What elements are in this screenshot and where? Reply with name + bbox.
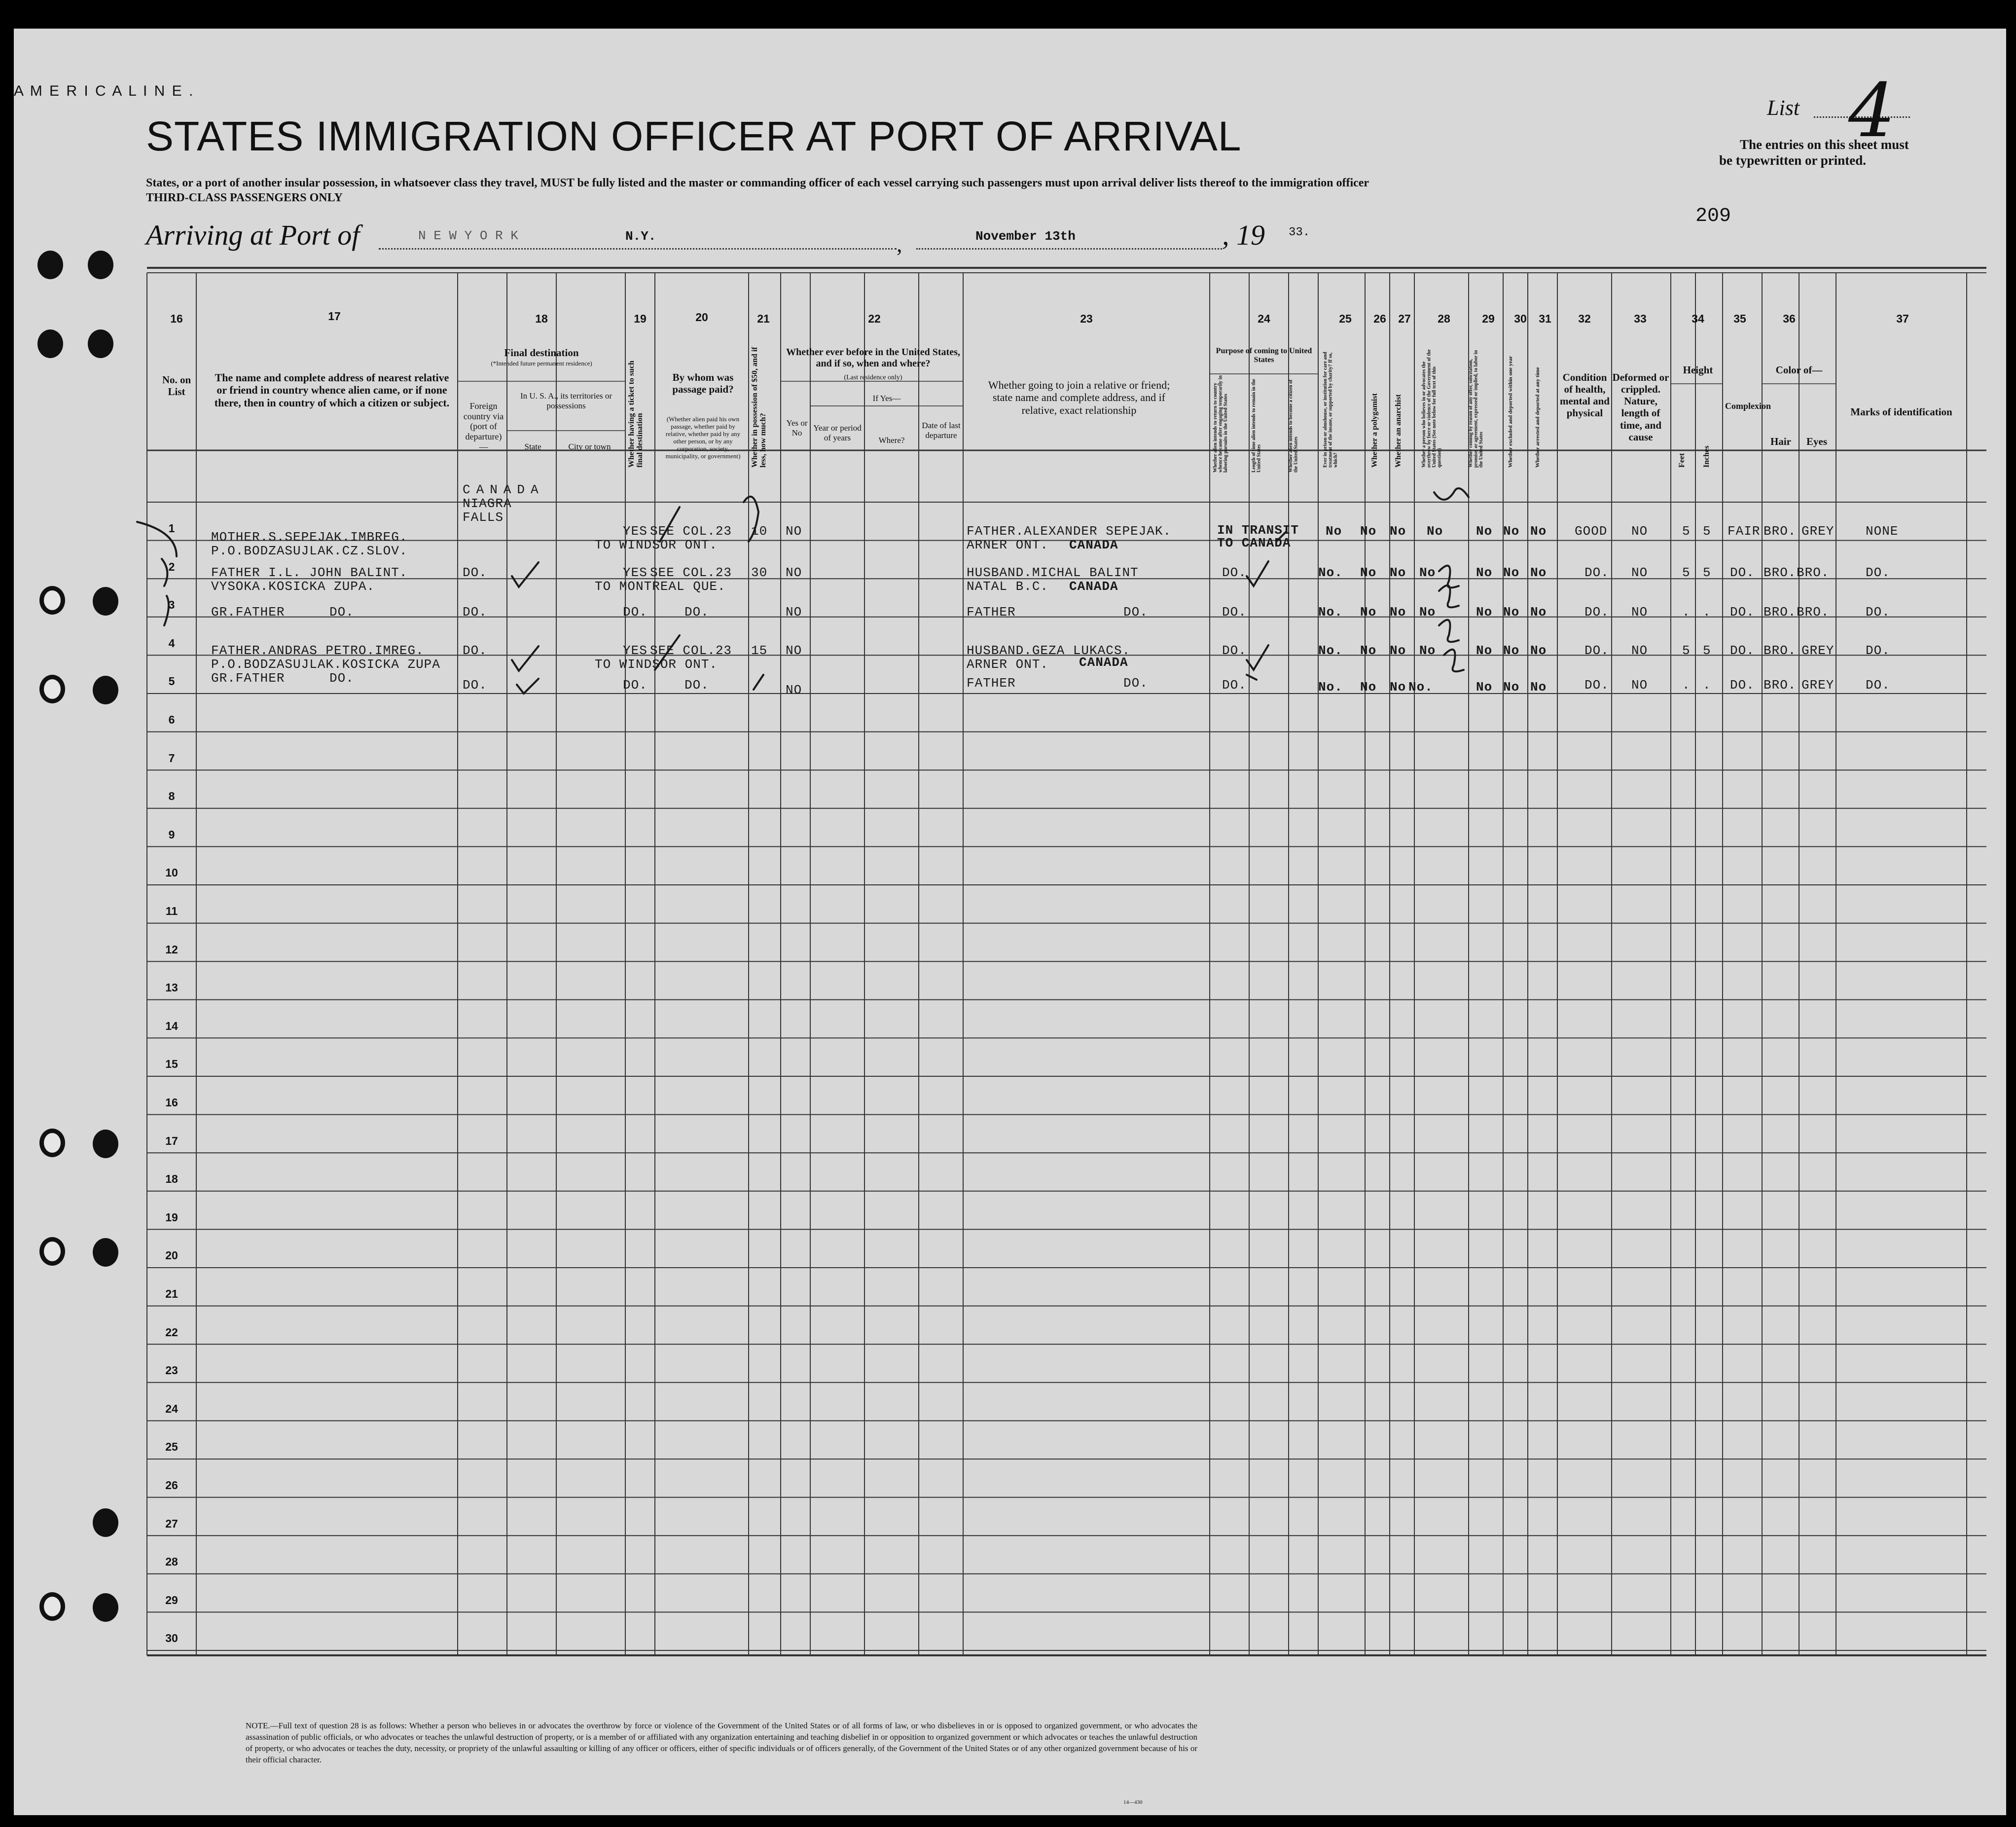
q26: No [1360, 524, 1377, 539]
join-relative-2: ARNER ONT. [967, 538, 1049, 552]
list-label: List [1767, 96, 1800, 120]
row-number: 22 [165, 1325, 178, 1339]
complexion: DO. [1730, 605, 1755, 620]
row-number: 28 [165, 1555, 178, 1569]
deformed: NO [1631, 678, 1648, 693]
relative-line-1: FATHER.ANDRAS PETRO.IMREG. [211, 643, 424, 658]
row-number: 21 [165, 1287, 178, 1300]
purpose-2: TO CANADA [1217, 536, 1291, 550]
entries-note-2: be typewritten or printed. [1719, 153, 1866, 168]
header-eyes: Eyes [1806, 436, 1827, 447]
column-number: 28 [1438, 312, 1450, 325]
q30: No [1503, 565, 1520, 580]
purpose-1: DO. [1222, 643, 1247, 658]
join-relative-2: DO. [1123, 676, 1148, 691]
header-in-usa: In U. S. A., its territories or possessions [520, 391, 612, 410]
inches: 5 [1703, 565, 1711, 580]
join-country: CANADA [1079, 655, 1128, 670]
ticket: YES [623, 524, 648, 539]
header-date-last-departure: Date of last departure [922, 421, 961, 440]
column-number: 20 [695, 311, 708, 324]
port-state: N.Y. [625, 229, 656, 244]
q25: No [1326, 524, 1342, 539]
q29: No [1476, 524, 1493, 539]
passage-paid-by: SEE COL.23 [650, 565, 732, 580]
feet: 5 [1682, 565, 1691, 580]
marks: NONE [1866, 524, 1899, 539]
marks: DO. [1866, 605, 1890, 620]
header-anarchist: Whether an anarchist [1394, 394, 1403, 468]
row-number: 13 [165, 981, 178, 994]
column-number: 21 [757, 312, 770, 325]
row-number: 18 [165, 1172, 178, 1186]
page-title: STATES IMMIGRATION OFFICER AT PORT OF ARRIVAL [146, 113, 1242, 159]
money: 10 [751, 524, 768, 539]
q25: No. [1318, 605, 1343, 620]
q26: No [1360, 643, 1377, 658]
q27: No [1390, 605, 1406, 620]
row-number: 15 [165, 1058, 178, 1071]
foreign-country: DO. [463, 565, 487, 580]
join-country: CANADA [1069, 538, 1118, 552]
feet: 5 [1682, 524, 1691, 539]
money: 30 [751, 565, 768, 580]
eyes: BRO. [1797, 565, 1830, 580]
header-no-on-list: No. on List [162, 374, 191, 398]
money: 15 [751, 643, 768, 658]
join-relative-1: FATHER [967, 605, 1016, 620]
row-number: 5 [168, 675, 175, 688]
header-state: State [524, 442, 541, 451]
q29: No [1476, 643, 1493, 658]
header-join-relative: Whether going to join a relative or friend; state name and complete address, and if relative, exact relationship [988, 379, 1170, 416]
q27: No [1390, 643, 1406, 658]
row-number: 27 [165, 1517, 178, 1530]
q27: No [1390, 524, 1406, 539]
feet: . [1682, 678, 1691, 693]
row-number: 3 [168, 598, 175, 612]
header-city-or-town: City or town [568, 442, 611, 451]
column-number: 33 [1634, 312, 1647, 325]
row-number: 2 [168, 560, 175, 573]
deformed: NO [1631, 524, 1648, 539]
row-number: 17 [165, 1134, 178, 1147]
q30: No [1503, 605, 1520, 620]
join-relative-1: HUSBAND.MICHAL BALINT [967, 565, 1139, 580]
header-inches: Inches [1702, 445, 1711, 468]
ticket: YES [623, 565, 648, 580]
header-q31: Whether arrested and deported at any time [1535, 367, 1541, 468]
q25: No. [1318, 643, 1343, 658]
header-final-destination: Final destination [504, 347, 579, 359]
entries-note-1: The entries on this sheet must [1740, 137, 1909, 152]
complexion: DO. [1730, 678, 1755, 693]
foreign-country: DO. [463, 643, 487, 658]
header-ticket: Whether having a ticket to such final destination [627, 360, 644, 468]
header-height: Height [1683, 364, 1713, 376]
manifest-sheet [14, 29, 2006, 1815]
column-number: 32 [1578, 312, 1591, 325]
row-number: 7 [168, 751, 175, 765]
purpose-1: IN TRANSIT [1217, 523, 1299, 538]
column-number: 16 [170, 312, 183, 325]
ticket: YES [623, 643, 648, 658]
header-possession-50: Whether in possession of $50, and if less, how much? [751, 347, 767, 468]
q27: No [1390, 680, 1406, 694]
q28: No [1419, 605, 1436, 620]
relative-line-1: MOTHER.S.SEPEJAK.IMBREG. [211, 530, 408, 545]
purpose-1: DO. [1222, 565, 1247, 580]
header-by-whom-note: (Whether alien paid his own passage, whether paid by relative, whether paid by any other person, or by any corporation, society, municipality, or government) [665, 415, 741, 460]
q28: No [1419, 565, 1436, 580]
row-number: 20 [165, 1249, 178, 1262]
header-nearest-relative: The name and complete address of nearest relative or friend in country whence alien came, or if none there, then in country of which a citizen or subject. [214, 371, 450, 409]
join-country: CANADA [1069, 579, 1118, 594]
instructions-text: States, or a port of another insular possession, in whatsoever class they travel, MUST be fully listed and the master or commanding officer of each vessel carrying such passengers must upon arrival deliver lists thereof to the immigration officer [146, 177, 1369, 189]
q30: No [1503, 524, 1520, 539]
row-number: 19 [165, 1210, 178, 1224]
condition: DO. [1584, 643, 1609, 658]
complexion: FAIR [1728, 524, 1761, 539]
q29: No [1476, 565, 1493, 580]
column-number: 26 [1373, 312, 1386, 325]
condition: DO. [1584, 605, 1609, 620]
foreign-country-3: FALLS [463, 510, 504, 525]
column-number: 31 [1539, 312, 1551, 325]
q26: No [1360, 680, 1377, 694]
join-relative-1: FATHER [967, 676, 1016, 691]
header-year-or-period: Year or period of years [813, 423, 862, 442]
q28: No [1427, 524, 1443, 539]
column-number: 34 [1692, 312, 1704, 325]
arrival-date: November 13th [975, 229, 1076, 244]
column-number: 29 [1482, 312, 1495, 325]
column-number: 37 [1896, 312, 1909, 325]
header-hair: Hair [1770, 436, 1791, 447]
eyes: GREY [1801, 643, 1835, 658]
q28: No [1419, 643, 1436, 658]
condition: DO. [1584, 678, 1609, 693]
join-relative-1: FATHER.ALEXANDER SEPEJAK. [967, 524, 1172, 539]
eyes: BRO. [1797, 605, 1830, 620]
q25: No. [1318, 565, 1343, 580]
q30: No [1503, 680, 1520, 694]
column-number: 18 [535, 312, 548, 325]
q28: No. [1408, 680, 1433, 694]
ever-before: NO [786, 565, 802, 580]
hair: BRO. [1764, 678, 1797, 693]
header-where: Where? [878, 436, 905, 445]
q31: No [1530, 643, 1547, 658]
year-prefix-text: 19 [1236, 219, 1265, 251]
condition: DO. [1584, 565, 1609, 580]
inches: . [1703, 678, 1711, 693]
row-number: 14 [165, 1019, 178, 1032]
list-number: 4 [1848, 68, 1896, 154]
column-number: 25 [1339, 312, 1352, 325]
relative-line-2: DO. [329, 671, 354, 686]
deformed: NO [1631, 643, 1648, 658]
header-color-of: Color of— [1775, 364, 1823, 376]
deformed: NO [1631, 565, 1648, 580]
column-number: 35 [1733, 312, 1746, 325]
join-relative-1: HUSBAND.GEZA LUKACS. [967, 643, 1131, 658]
header-yes-or-no: Yes or No [786, 418, 808, 438]
row-number: 11 [165, 905, 178, 917]
relative-line-2: DO. [329, 605, 354, 620]
join-relative-2: DO. [1123, 605, 1148, 620]
hair: BRO. [1764, 643, 1797, 658]
hair: BRO. [1764, 605, 1797, 620]
ever-before: NO [786, 643, 802, 658]
year-suffix: 33. [1289, 226, 1310, 239]
inches: 5 [1703, 643, 1711, 658]
column-number: 17 [328, 310, 341, 323]
header-if-yes: If Yes— [872, 394, 901, 403]
relative-line-1: GR.FATHER [211, 671, 285, 686]
header-foreign-country: Foreign country via (port of departure)— [463, 401, 504, 452]
passage-paid-by: SEE COL.23 [650, 524, 732, 539]
row-number: 16 [165, 1096, 178, 1109]
row-number: 30 [165, 1632, 178, 1645]
form-number: 14—430 [1123, 1799, 1143, 1805]
header-marks: Marks of identification [1850, 406, 1952, 418]
port-name: N E W Y O R K [418, 228, 518, 243]
complexion: DO. [1730, 565, 1755, 580]
passage-destination: TO WINDSOR ONT. [595, 657, 718, 672]
inches: . [1703, 605, 1711, 620]
header-prison: Ever in prison or almshouse, or institution for care and treatment of the insane, or supported by charity? If so, which? [1323, 352, 1338, 468]
arriving-label: Arriving at Port of [146, 219, 360, 251]
row-number: 8 [168, 790, 175, 803]
column-number: 19 [634, 312, 647, 325]
passage-destination: TO WINDSOR ONT. [595, 538, 718, 552]
q26: No [1360, 605, 1377, 620]
column-number: 27 [1398, 312, 1411, 325]
handwritten-marks [14, 29, 2006, 1815]
feet: . [1682, 605, 1691, 620]
header-deformed: Deformed or crippled. Nature, length of time, and cause [1612, 371, 1669, 443]
header-feet: Feet [1678, 453, 1686, 468]
header-by-whom: By whom was passage paid? [672, 371, 734, 396]
ever-before: NO [786, 605, 802, 620]
line-name: A M E R I C A L I N E . [14, 83, 195, 99]
row-number: 26 [165, 1479, 178, 1492]
header-purpose: Purpose of coming to United States [1216, 347, 1312, 365]
relative-line-1: FATHER I.L. JOHN BALINT. [211, 565, 408, 580]
join-relative-2: NATAL B.C. [967, 579, 1049, 594]
row-number: 9 [168, 828, 175, 841]
header-purpose-sub-2: Length of time alien intends to remain in the United States [1251, 379, 1262, 473]
footer-note: NOTE.—Full text of question 28 is as follows: Whether a person who believes in or advocates the overthrow by force or violence of the Government of the United States or of all forms of law, or who disbelieves in or is opposed to organized government, or who advocates the assassination of public officials, or who advocates or teaches the unlawful destruction of property, or is a member of or affiliated with any organization entertaining and teaching disbelief in or opposition to organized government or which advocates or teaches the unlawful destruction of property, or who advocates or teaches the duty, necessity, or propriety of the unlawful assaulting or killing of any officer or officers, either of specific individuals or of officers generally, of the Government of the United States or of any other organized government because of his or their official character. [246, 1721, 1197, 1764]
header-q29: Whether coming by reason of any offer, solicitation, promise, or agreement, expressed or implied, to labor in the United States [1468, 350, 1484, 468]
relative-line-2: P.O.BODZASUJLAK.CZ.SLOV. [211, 544, 408, 558]
inches: 5 [1703, 524, 1711, 539]
eyes: GREY [1801, 524, 1835, 539]
header-purpose-sub-3: Whether alien intends to become a citizen of the United States [1288, 379, 1299, 473]
q31: No [1530, 524, 1547, 539]
header-q28: Whether a person who believes in or advocates the overthrow by force or violence of the Government of the United States (See note below for full text of this question) [1421, 349, 1442, 468]
header-polygamist: Whether a polygamist [1370, 393, 1379, 468]
relative-line-1: GR.FATHER [211, 605, 285, 620]
join-relative-2: ARNER ONT. [967, 657, 1049, 672]
q31: No [1530, 605, 1547, 620]
header-ever-before: Whether ever before in the United States, and if so, when and where? [786, 347, 960, 369]
passage-destination: TO MONTREAL QUE. [595, 579, 726, 594]
header-last-residence: (Last residence only) [844, 374, 902, 381]
purpose-1: DO. [1222, 678, 1247, 693]
header-final-destination-note: (*Intended future permanent residence) [491, 360, 592, 367]
row-number: 12 [165, 943, 178, 956]
row-number: 10 [165, 866, 178, 879]
column-number: 36 [1783, 312, 1796, 325]
q29: No [1476, 605, 1493, 620]
foreign-country-2: NIAGRA [463, 496, 512, 511]
row-number: 6 [168, 713, 175, 726]
q26: No [1360, 565, 1377, 580]
marks: DO. [1866, 643, 1890, 658]
marks: DO. [1866, 565, 1890, 580]
passage-paid-by: DO. [684, 605, 709, 620]
row-number: 23 [165, 1364, 178, 1377]
ticket: DO. [623, 605, 648, 620]
hair: BRO. [1764, 565, 1797, 580]
header-purpose-sub-1: Whether alien intends to return to country whence he came after engaging temporarily in laboring pursuits in the United States [1213, 375, 1228, 473]
hair: BRO. [1764, 524, 1797, 539]
q25: No. [1318, 680, 1343, 694]
header-q30: Whether excluded and deported within one year [1508, 356, 1513, 468]
row-number: 1 [168, 522, 175, 535]
ticket: DO. [623, 678, 648, 693]
eyes: GREY [1801, 678, 1835, 693]
deformed: NO [1631, 605, 1648, 620]
q27: No [1390, 565, 1406, 580]
row-number: 25 [165, 1440, 178, 1454]
foreign-country: CANADA [463, 482, 544, 497]
column-number: 24 [1258, 312, 1270, 325]
year-prefix: , 19 [1222, 219, 1265, 251]
sheet-number: 209 [1695, 205, 1731, 227]
foreign-country: DO. [463, 678, 487, 693]
q30: No [1503, 643, 1520, 658]
row-number: 24 [165, 1402, 178, 1415]
column-number: 30 [1514, 312, 1527, 325]
ever-before: NO [786, 683, 802, 697]
complexion: DO. [1730, 643, 1755, 658]
comma: , [897, 231, 902, 256]
q31: No [1530, 680, 1547, 694]
feet: 5 [1682, 643, 1691, 658]
column-number: 22 [868, 312, 881, 325]
header-complexion: Complexion [1725, 401, 1771, 411]
relative-line-2: P.O.BODZASUJLAK.KOSICKA ZUPA [211, 657, 440, 672]
class-line: THIRD-CLASS PASSENGERS ONLY [146, 191, 343, 204]
column-number: 23 [1080, 312, 1093, 325]
relative-line-2: VYSOKA.KOSICKA ZUPA. [211, 579, 375, 594]
row-number: 4 [168, 636, 175, 650]
header-condition: Condition of health, mental and physical [1560, 371, 1610, 419]
row-number: 29 [165, 1593, 178, 1607]
condition: GOOD [1575, 524, 1608, 539]
purpose-1: DO. [1222, 605, 1247, 620]
passage-paid-by: SEE COL.23 [650, 643, 732, 658]
ever-before: NO [786, 524, 802, 539]
foreign-country: DO. [463, 605, 487, 620]
q31: No [1530, 565, 1547, 580]
passage-paid-by: DO. [684, 678, 709, 693]
marks: DO. [1866, 678, 1890, 693]
q29: No [1476, 680, 1493, 694]
